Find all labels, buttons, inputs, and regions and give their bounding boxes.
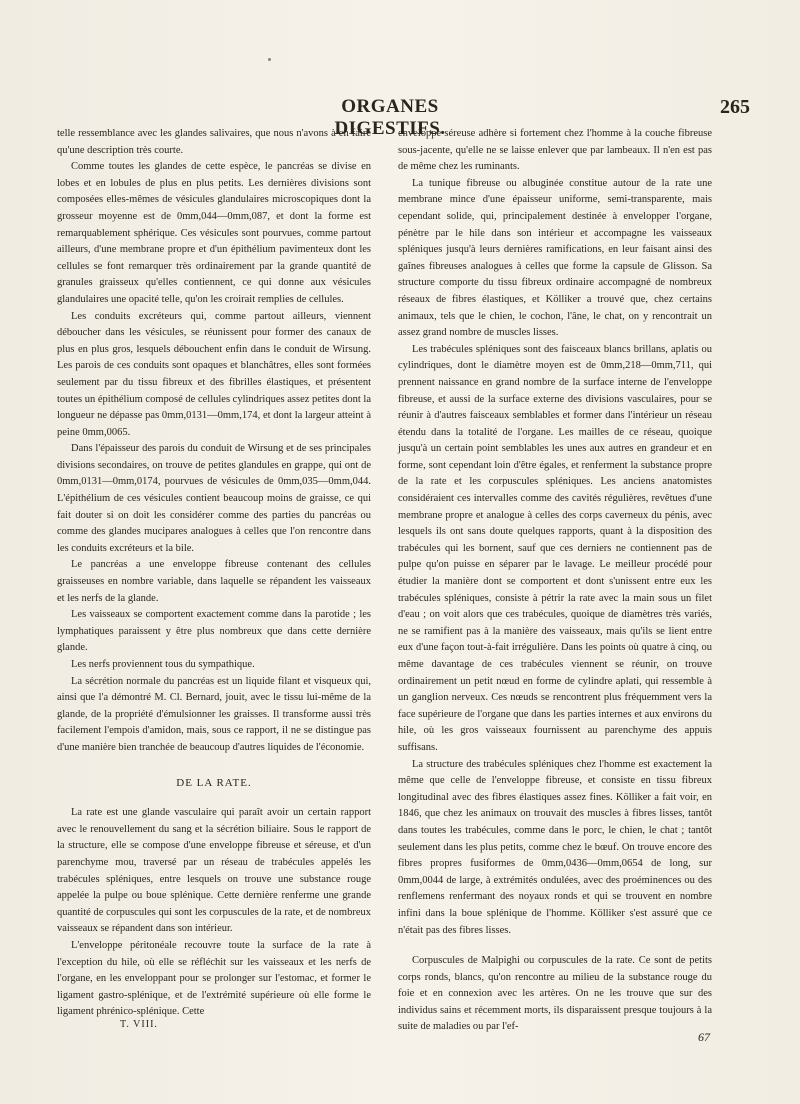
signature-mark: 67 xyxy=(698,1030,710,1044)
paragraph: Les trabécules spléniques sont des faisceaux blancs brillans, aplatis ou cylindriques, dont le diamètre moyen est de 0mm,218—0mm,711, qui prennent naissance en grand nombre de la surface interne de l'enveloppe fibreuse, et aussi de la surface externe des divisions vasculaires, pour se réunir à d'autres faisceaux semblables et former dans l'intérieur un réseau étendu dans la totalité de l'organe. Les mailles de ce réseau, quoique jusqu'à un certain point semblables les unes aux autres en grandeur et en forme, sont cependant loin d'être égales, et renferment la substance propre de la rate et les corpuscules spléniques. Les anciens anatomistes considéraient ces intervalles comme des cavités régulières, revêtues d'une membrane propre et analogue à celles des corps caverneux du pénis, avec lesquels ils ont sans doute quelques rapports, quant à la disposition des trabécules qui les bornent, sauf que ces derniers ne contiennent pas de pulpe qu'on puisse en séparer par le lavage. Le meilleur procédé pour étudier la manière dont se comportent et dont s'unissent entre eux les trabécules spléniques, consiste à pétrir la rate avec la main sous un filet d'eau ; on voit alors que ces trabécules, quoique de diamètres très variés, ne se ramifient pas à la manière des vaisseaux, mais qu'ils se lient entre eux d'une façon tout-à-fait irrégulière. Dans les points où quatre à cinq, ou même davantage de ces trabécules viennent se réunir, on trouve ordinairement un petit nœud en forme de cylindre aplati, qui ressemble à un ganglion nerveux. Ces nœuds se rencontrent plus fréquemment vers la face supérieure de l'organe que dans les parties internes et aux environs du hile, où les gros vaisseaux fournissent au parenchyme des appuis suffisans. xyxy=(398,343,712,753)
paragraph: La sécrétion normale du pancréas est un liquide filant et visqueux qui, ainsi que l'a démontré M. Cl. Bernard, jouit, avec le tissu lui-même de la glande, de la propriété d'émulsionner les graisses. Il transforme aussi très facilement l'empois d'amidon, mais, sous ce rapport, il ne se distingue pas d'une manière bien tranchée de beaucoup d'autres liquides de l'économie. xyxy=(57,675,371,753)
paragraph: Le pancréas a une enveloppe fibreuse contenant des cellules graisseuses en nombre variable, dans laquelle se répandent les vaisseaux et les nerfs de la glande. xyxy=(57,559,371,604)
page-header xyxy=(0,96,800,139)
left-column xyxy=(57,126,371,1021)
paragraph: Corpuscules de Malpighi ou corpuscules de la rate. Ce sont de petits corps ronds, blancs, qu'on rencontre au milieu de la substance rouge du foie et en connexion avec les artères. On ne les trouve que sur des individus sains et récemment morts, ils disparaissent presque toujours à la suite de maladies ou par l'ef- xyxy=(398,955,712,1033)
paragraph: enveloppe séreuse adhère si fortement chez l'homme à la couche fibreuse sous-jacente, qu'elle ne se laisse enlever que par lambeaux. Il n'en est pas de même chez les ruminants. xyxy=(398,128,712,173)
speck-mark xyxy=(268,58,271,61)
paragraph: telle ressemblance avec les glandes salivaires, que nous n'avons à en faire qu'une description très courte. xyxy=(57,128,371,156)
paragraph: Les vaisseaux se comportent exactement comme dans la parotide ; les lymphatiques paraissent y être plus nombreux que dans cette dernière glande. xyxy=(57,609,371,654)
paragraph: Comme toutes les glandes de cette espèce, le pancréas se divise en lobes et en lobules de plus en plus petits. Les dernières divisions sont composées elles-mêmes de vésicules glandulaires microscopiques dont la grosseur moyenne est de 0mm,044—0mm,087, et dont la forme est remarquablement sphérique. Ces vésicules sont pourvues, comme partout ailleurs, d'une membrane propre et d'un épithélium pavimenteux dont les cellules se font remarquer très ordinairement par la grande quantité de granules graisseux qu'elles contiennent, ce qui donne aux vésicules glandulaires une opacité telle, qu'on les croirait remplies de cellules. xyxy=(57,161,371,305)
paragraph: L'enveloppe péritonéale recouvre toute la surface de la rate à l'exception du hile, où elle se réfléchit sur les vaisseaux et les nerfs de l'organe, en les enveloppant pour se prolonger sur l'estomac, et former le ligament gastro-splénique, et de l'extrémité supérieure où elle forme le ligament phrénico-splénique. Cette xyxy=(57,939,371,1018)
paragraph: Les nerfs proviennent tous du sympathique. xyxy=(71,659,255,670)
right-column xyxy=(398,126,712,1036)
paragraph: La tunique fibreuse ou albuginée constitue autour de la rate une membrane mince d'une épaisseur uniforme, semi-transparente, mais cependant solide, qui, principalement destinée à envelopper l'organe, pénètre par le hile dans son intérieur et accompagne les vaisseaux spléniques jusqu'à leurs dernières ramifications, en leur faisant ainsi des gaînes fibreuses analogues à celles que forme la capsule de Glisson. Sa structure comporte du tissu fibreux ordinaire accompagné de nombreux réseaux de fibres élastiques, et Kölliker a trouvé que, chez certains animaux, tels que le chien, le cochon, l'âne, le chat, on y rencontrait un assez grand nombre de muscles lisses. xyxy=(398,177,712,339)
volume-marker: T. VIII. xyxy=(120,1019,158,1030)
running-title: ORGANES DIGESTIFS. xyxy=(334,96,446,139)
paragraph: La rate est une glande vasculaire qui paraît avoir un certain rapport avec le renouvellement du sang et la sécrétion biliaire. Sous le rapport de la structure, elle se compose d'une enveloppe fibreuse et séreuse, et d'un parenchyme mou, traversé par un réseau de trabécules appelés les trabécules spléniques, entre lesquels on trouve une substance rouge appelée la pulpe ou boue splénique. Cette dernière renferme une grande quantité de corpuscules qui sont les corpuscules de la rate, et de nombreux vaisseaux se répandent dans son intérieur. xyxy=(57,807,371,935)
paragraph: Les conduits excréteurs qui, comme partout ailleurs, viennent déboucher dans les vésicules, se réunissent pour former des canaux de plus en plus gros, lesquels débouchent enfin dans le conduit de Wirsung. Les parois de ces conduits sont opaques et blanchâtres, elles sont formées seulement par du tissu fibreux et des fibrilles élastiques, et présentent toutes un épithélium composé de cellules cylindriques assez petites dont la longueur ne dépasse pas 0mm,0131—0mm,174, et dont la largeur atteint à peine 0mm,0065. xyxy=(57,310,371,438)
section-heading: DE LA RATE. xyxy=(176,776,252,789)
paragraph-gap xyxy=(398,939,712,953)
paragraph: Dans l'épaisseur des parois du conduit de Wirsung et de ses principales divisions secondaires, on trouve de petites glandules en grappe, qui ont de 0mm,0131—0mm,0174, pourvues de vésicules de 0mm,035—0mm,044. L'épithélium de ces vésicules contient beaucoup moins de graisse, ce qui fait douter si on doit les considérer comme des parties du pancréas ou comme des glandes mucipares analogues à celles que l'on rencontre dans les conduits excréteurs et la bile. xyxy=(57,443,371,554)
paragraph: La structure des trabécules spléniques chez l'homme est exactement la même que celle de l'enveloppe fibreuse, et consiste en tissu fibreux longitudinal avec des fibres élastiques assez fines. Kölliker a fait voir, en 1846, que chez les animaux on trouvait des muscles à fibres lisses, tantôt dans toutes les trabécules, comme dans le porc, le chien, le chat ; tantôt seulement dans les plus petits, comme chez le bœuf. On trouve encore des fibres propres fusiformes de 0mm,0436—0mm,0654 de long, sur 0mm,0044 de large, à extrémités ondulées, avec des proéminences ou des renflemens renfermant des noyaux ronds et qui se trouvent en nombre infini dans la boue splénique de l'homme. Kölliker s'est assuré que ce n'était pas des fibres lisses. xyxy=(398,758,712,936)
page-number: 265 xyxy=(720,96,750,118)
